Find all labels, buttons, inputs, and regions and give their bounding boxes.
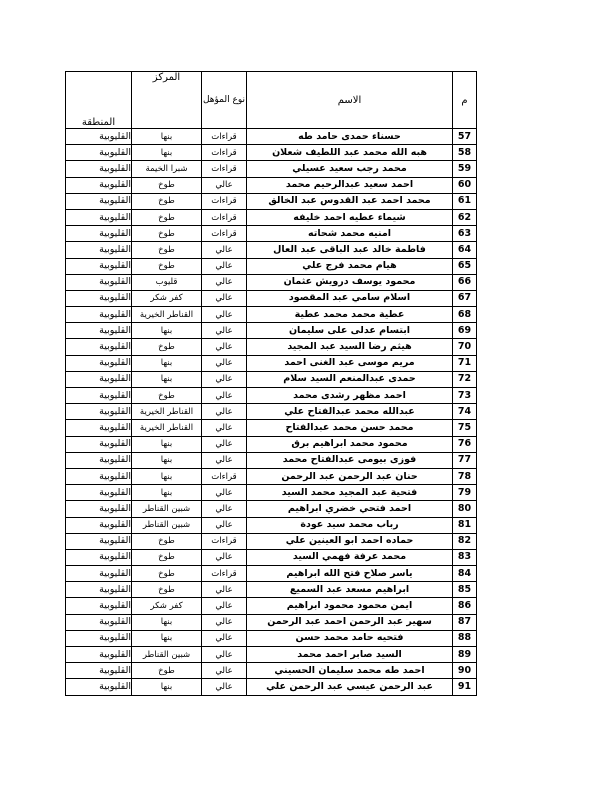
row-region: القليوبية — [66, 290, 132, 306]
table-row — [66, 663, 477, 679]
row-number: 72 — [453, 371, 477, 387]
row-region: القليوبية — [66, 193, 132, 209]
table-row — [66, 177, 477, 193]
row-name: عطية محمد محمد عطية — [247, 307, 453, 323]
row-qualification: قراءات — [202, 533, 247, 549]
row-region: القليوبية — [66, 582, 132, 598]
row-qualification: قراءات — [202, 193, 247, 209]
table-row — [66, 404, 477, 420]
row-qualification: عالي — [202, 485, 247, 501]
table-row — [66, 436, 477, 452]
row-qualification: عالي — [202, 323, 247, 339]
row-name: محمد عرفة فهمي السيد — [247, 549, 453, 565]
row-center: بنها — [132, 323, 202, 339]
table-row — [66, 226, 477, 242]
row-number: 74 — [453, 404, 477, 420]
row-center: طوخ — [132, 566, 202, 582]
row-center: طوخ — [132, 226, 202, 242]
table-row — [66, 582, 477, 598]
row-center: قليوب — [132, 274, 202, 290]
row-number: 73 — [453, 388, 477, 404]
row-region: القليوبية — [66, 533, 132, 549]
row-qualification: عالي — [202, 371, 247, 387]
row-name: حسناء حمدى حامد طه — [247, 129, 453, 145]
row-region: القليوبية — [66, 258, 132, 274]
row-qualification: قراءات — [202, 468, 247, 484]
row-qualification: عالي — [202, 598, 247, 614]
row-qualification: عالي — [202, 388, 247, 404]
row-qualification: عالي — [202, 679, 247, 695]
row-qualification: قراءات — [202, 226, 247, 242]
row-region: القليوبية — [66, 226, 132, 242]
row-name: ابراهيم مسعد عبد السميع — [247, 582, 453, 598]
row-number: 59 — [453, 161, 477, 177]
table-row — [66, 614, 477, 630]
row-name: احمد طه محمد سليمان الحسيني — [247, 663, 453, 679]
row-number: 57 — [453, 129, 477, 145]
table-row — [66, 307, 477, 323]
row-region: القليوبية — [66, 436, 132, 452]
row-center: طوخ — [132, 258, 202, 274]
row-number: 85 — [453, 582, 477, 598]
table-row — [66, 517, 477, 533]
row-number: 80 — [453, 501, 477, 517]
table-row — [66, 161, 477, 177]
row-center: بنها — [132, 452, 202, 468]
header-center: المركز — [132, 72, 202, 129]
table-row — [66, 242, 477, 258]
row-number: 66 — [453, 274, 477, 290]
table-row — [66, 452, 477, 468]
row-qualification: عالي — [202, 242, 247, 258]
row-number: 81 — [453, 517, 477, 533]
row-name: محمود يوسف درويش عثمان — [247, 274, 453, 290]
row-name: محمد حسن محمد عبدالفتاح — [247, 420, 453, 436]
row-name: ايمن محمود محمود ابراهيم — [247, 598, 453, 614]
row-name: فوزى بيومى عبدالفتاح محمد — [247, 452, 453, 468]
row-qualification: قراءات — [202, 209, 247, 225]
row-number: 84 — [453, 566, 477, 582]
row-name: احمد سعيد عبدالرحيم محمد — [247, 177, 453, 193]
row-center: طوخ — [132, 582, 202, 598]
row-region: القليوبية — [66, 598, 132, 614]
table-row — [66, 501, 477, 517]
row-name: احمد مظهر رشدى محمد — [247, 388, 453, 404]
table-row — [66, 355, 477, 371]
row-center: بنها — [132, 436, 202, 452]
row-name: فتحيه حامد محمد حسن — [247, 630, 453, 646]
row-region: القليوبية — [66, 371, 132, 387]
row-name: هبه الله محمد عبد اللطيف شعلان — [247, 145, 453, 161]
row-center: القناطر الخيرية — [132, 307, 202, 323]
row-region: القليوبية — [66, 145, 132, 161]
row-center: طوخ — [132, 177, 202, 193]
row-center: بنها — [132, 679, 202, 695]
row-region: القليوبية — [66, 501, 132, 517]
row-region: القليوبية — [66, 177, 132, 193]
row-region: القليوبية — [66, 209, 132, 225]
row-number: 76 — [453, 436, 477, 452]
table-row — [66, 388, 477, 404]
row-name: حنان عبد الرحمن عبد الرحمن — [247, 468, 453, 484]
row-region: القليوبية — [66, 323, 132, 339]
row-region: القليوبية — [66, 614, 132, 630]
row-center: القناطر الخيرية — [132, 404, 202, 420]
row-name: محمد احمد عبد القدوس عبد الخالق — [247, 193, 453, 209]
row-center: بنها — [132, 355, 202, 371]
row-name: هيثم رضا السيد عبد المجيد — [247, 339, 453, 355]
row-number: 87 — [453, 614, 477, 630]
table-row — [66, 323, 477, 339]
row-qualification: عالي — [202, 290, 247, 306]
row-qualification: عالي — [202, 355, 247, 371]
row-region: القليوبية — [66, 485, 132, 501]
table-row — [66, 258, 477, 274]
row-qualification: عالي — [202, 177, 247, 193]
row-region: القليوبية — [66, 129, 132, 145]
row-number: 68 — [453, 307, 477, 323]
row-number: 78 — [453, 468, 477, 484]
row-number: 83 — [453, 549, 477, 565]
row-center: طوخ — [132, 209, 202, 225]
table-row — [66, 420, 477, 436]
row-center: طوخ — [132, 663, 202, 679]
row-number: 63 — [453, 226, 477, 242]
row-center: شبرا الخيمة — [132, 161, 202, 177]
row-number: 70 — [453, 339, 477, 355]
row-center: بنها — [132, 129, 202, 145]
row-name: سهير عبد الرحمن احمد عبد الرحمن — [247, 614, 453, 630]
row-center: كفر شكر — [132, 290, 202, 306]
row-number: 62 — [453, 209, 477, 225]
row-qualification: عالي — [202, 274, 247, 290]
row-name: ياسر صلاح فتح الله ابراهيم — [247, 566, 453, 582]
row-name: حماده احمد ابو العينين علي — [247, 533, 453, 549]
table-body — [66, 129, 477, 696]
row-number: 61 — [453, 193, 477, 209]
row-number: 89 — [453, 647, 477, 663]
row-qualification: عالي — [202, 614, 247, 630]
row-region: القليوبية — [66, 274, 132, 290]
row-qualification: قراءات — [202, 566, 247, 582]
table-row — [66, 485, 477, 501]
row-center: طوخ — [132, 242, 202, 258]
row-region: القليوبية — [66, 307, 132, 323]
row-qualification: عالي — [202, 663, 247, 679]
row-number: 90 — [453, 663, 477, 679]
row-qualification: عالي — [202, 307, 247, 323]
row-center: طوخ — [132, 193, 202, 209]
row-center: بنها — [132, 630, 202, 646]
table-row — [66, 145, 477, 161]
row-region: القليوبية — [66, 242, 132, 258]
row-name: عبدالله محمد عبدالفتاح علي — [247, 404, 453, 420]
row-name: شيماء عطيه احمد خليفه — [247, 209, 453, 225]
row-region: القليوبية — [66, 452, 132, 468]
row-qualification: عالي — [202, 582, 247, 598]
roster-table — [65, 71, 477, 696]
row-center: بنها — [132, 485, 202, 501]
row-qualification: قراءات — [202, 129, 247, 145]
header-qualification: نوع المؤهل — [202, 72, 247, 129]
row-center: طوخ — [132, 533, 202, 549]
row-number: 71 — [453, 355, 477, 371]
table-row — [66, 533, 477, 549]
row-qualification: عالي — [202, 452, 247, 468]
row-number: 91 — [453, 679, 477, 695]
row-qualification: عالي — [202, 517, 247, 533]
row-region: القليوبية — [66, 647, 132, 663]
row-name: مريم موسى عبد الغنى احمد — [247, 355, 453, 371]
table-row — [66, 209, 477, 225]
row-region: القليوبية — [66, 161, 132, 177]
row-name: احمد فتحي خضري ابراهيم — [247, 501, 453, 517]
row-region: القليوبية — [66, 679, 132, 695]
row-qualification: قراءات — [202, 145, 247, 161]
row-region: القليوبية — [66, 468, 132, 484]
row-name: امنيه محمد شحاته — [247, 226, 453, 242]
row-center: طوخ — [132, 549, 202, 565]
row-qualification: عالي — [202, 549, 247, 565]
row-name: فتحية عبد المجيد محمد السيد — [247, 485, 453, 501]
row-region: القليوبية — [66, 549, 132, 565]
row-region: القليوبية — [66, 517, 132, 533]
row-number: 65 — [453, 258, 477, 274]
table-row — [66, 647, 477, 663]
row-region: القليوبية — [66, 339, 132, 355]
table-row — [66, 630, 477, 646]
table-row — [66, 598, 477, 614]
row-center: القناطر الخيرية — [132, 420, 202, 436]
row-region: القليوبية — [66, 663, 132, 679]
row-number: 69 — [453, 323, 477, 339]
row-number: 58 — [453, 145, 477, 161]
row-name: محمد رجب سعيد عسيلي — [247, 161, 453, 177]
table-row — [66, 274, 477, 290]
row-qualification: عالي — [202, 404, 247, 420]
row-qualification: عالي — [202, 630, 247, 646]
row-center: بنها — [132, 468, 202, 484]
row-region: القليوبية — [66, 355, 132, 371]
row-qualification: عالي — [202, 436, 247, 452]
row-name: فاطمة خالد عبد الباقى عبد العال — [247, 242, 453, 258]
row-name: حمدى عبدالمنعم السيد سلام — [247, 371, 453, 387]
row-center: طوخ — [132, 339, 202, 355]
row-qualification: قراءات — [202, 161, 247, 177]
row-center: كفر شكر — [132, 598, 202, 614]
row-name: السيد صابر احمد محمد — [247, 647, 453, 663]
row-center: طوخ — [132, 388, 202, 404]
row-region: القليوبية — [66, 388, 132, 404]
table-row — [66, 566, 477, 582]
row-number: 64 — [453, 242, 477, 258]
row-region: القليوبية — [66, 420, 132, 436]
row-name: اسلام سامي عبد المقصود — [247, 290, 453, 306]
row-qualification: عالي — [202, 420, 247, 436]
row-region: القليوبية — [66, 630, 132, 646]
table-row — [66, 549, 477, 565]
row-center: بنها — [132, 614, 202, 630]
row-region: القليوبية — [66, 566, 132, 582]
row-number: 75 — [453, 420, 477, 436]
row-number: 86 — [453, 598, 477, 614]
row-center: شبين القناطر — [132, 517, 202, 533]
header-region: المنطقة — [66, 72, 132, 129]
row-name: عبد الرحمن عيسي عبد الرحمن علي — [247, 679, 453, 695]
row-name: رباب محمد سيد عودة — [247, 517, 453, 533]
row-number: 79 — [453, 485, 477, 501]
row-number: 82 — [453, 533, 477, 549]
table-row — [66, 129, 477, 145]
row-region: القليوبية — [66, 404, 132, 420]
table-row — [66, 468, 477, 484]
row-number: 88 — [453, 630, 477, 646]
row-center: بنها — [132, 371, 202, 387]
table-row — [66, 679, 477, 695]
header-name: الاسم — [247, 72, 453, 129]
row-name: محمود محمد ابراهيم برق — [247, 436, 453, 452]
row-number: 60 — [453, 177, 477, 193]
row-qualification: عالي — [202, 647, 247, 663]
row-qualification: عالي — [202, 258, 247, 274]
table-row — [66, 371, 477, 387]
row-number: 77 — [453, 452, 477, 468]
row-center: شبين القناطر — [132, 501, 202, 517]
row-center: بنها — [132, 145, 202, 161]
header-number: م — [453, 72, 477, 129]
row-number: 67 — [453, 290, 477, 306]
row-name: ابتسام عدلى على سليمان — [247, 323, 453, 339]
row-qualification: عالي — [202, 339, 247, 355]
row-name: هيام محمد فرج علي — [247, 258, 453, 274]
row-qualification: عالي — [202, 501, 247, 517]
header-row — [66, 72, 477, 129]
table-row — [66, 339, 477, 355]
table-row — [66, 193, 477, 209]
row-center: شبين القناطر — [132, 647, 202, 663]
table-row — [66, 290, 477, 306]
